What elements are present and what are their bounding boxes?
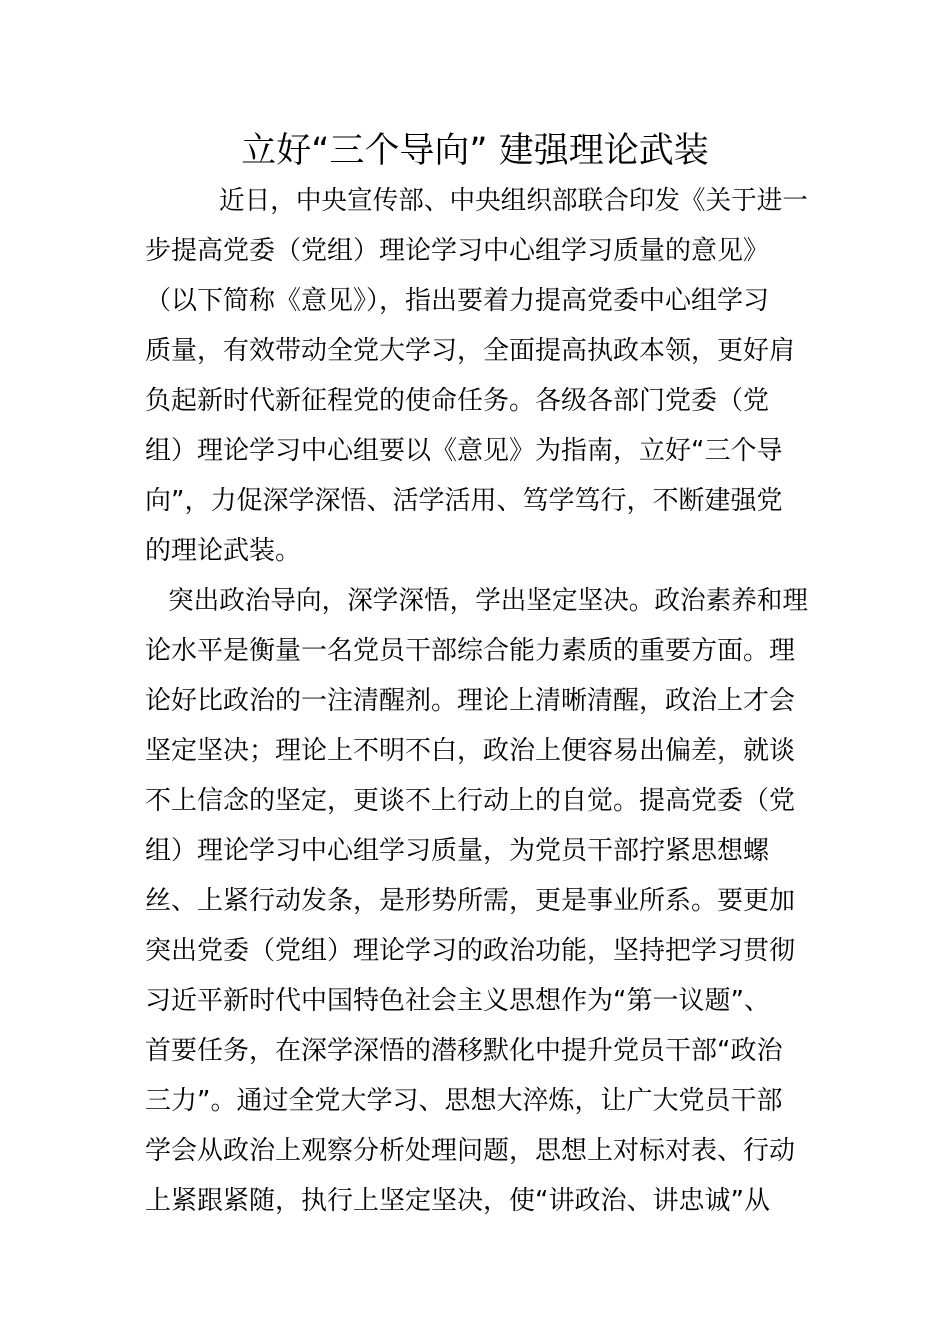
paragraph-2-line-4: 坚定坚决；理论上不明不白，政治上便容易出偏差，就谈 [145,736,796,766]
paragraph-2-line-2: 论水平是衡量一名党员干部综合能力素质的重要方面。理 [145,636,796,666]
paragraph-1-line-6: 组）理论学习中心组要以《意见》为指南，立好“三个导 [145,436,783,466]
paragraph-1-line-8: 的理论武装。 [145,536,302,566]
paragraph-2-line-8: 突出党委（党组）理论学习的政治功能，坚持把学习贯彻 [145,936,796,966]
paragraph-2-line-10: 首要任务，在深学深悟的潜移默化中提升党员干部“政治 [145,1036,783,1066]
paragraph-2-line-12: 学会从政治上观察分析处理问题，思想上对标对表、行动 [145,1136,796,1166]
paragraph-2-line-7: 丝、上紧行动发条，是形势所需，更是事业所系。要更加 [145,886,796,916]
paragraph-2-line-3: 论好比政治的一注清醒剂。理论上清晰清醒，政治上才会 [145,686,796,716]
paragraph-2-line-9: 习近平新时代中国特色社会主义思想作为“第一议题”、 [145,986,770,1016]
paragraph-1-line-5: 负起新时代新征程党的使命任务。各级各部门党委（党 [145,386,770,416]
paragraph-2-line-5: 不上信念的坚定，更谈不上行动上的自觉。提高党委（党 [145,786,796,816]
paragraph-1-line-2: 步提高党委（党组）理论学习中心组学习质量的意见》 [145,236,770,266]
paragraph-2-line-11: 三力”。通过全党大学习、思想大淬炼，让广大党员干部 [145,1086,783,1116]
paragraph-1-line-1: 近日，中央宣传部、中央组织部联合印发《关于进一 [219,186,808,216]
paragraph-1-line-3: （以下简称《意见》），指出要着力提高党委中心组学习 [145,286,770,316]
paragraph-1-line-4: 质量，有效带动全党大学习，全面提高执政本领，更好肩 [145,336,796,366]
document-title: 立好“三个导向” 建强理论武装 [241,131,709,171]
paragraph-2-line-6: 组）理论学习中心组学习质量，为党员干部拧紧思想螺 [145,836,770,866]
paragraph-1-line-7: 向”，力促深学深悟、活学活用、笃学笃行，不断建强党 [145,486,783,516]
paragraph-2-line-1: 突出政治导向，深学深悟，学出坚定坚决。政治素养和理 [168,586,809,616]
paragraph-2-line-13: 上紧跟紧随，执行上坚定坚决，使“讲政治、讲忠诚”从 [145,1186,770,1216]
